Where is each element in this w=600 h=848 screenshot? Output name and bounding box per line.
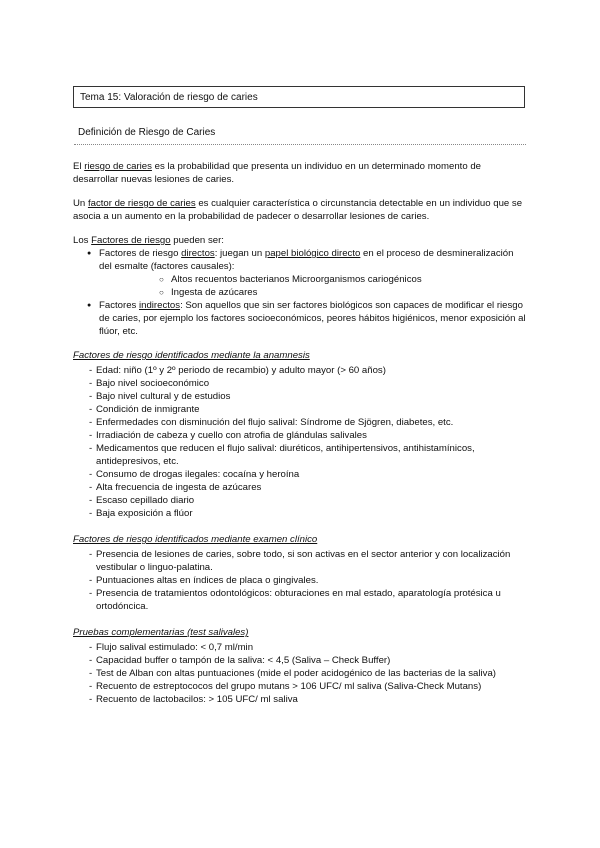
definition-paragraph — [73, 160, 528, 186]
term-directos: directos — [181, 248, 215, 259]
directos-sublist — [99, 273, 528, 299]
sub-list-item: ○ Altos recuentos bacterianos Microorganismos cariogénicos — [159, 273, 528, 286]
list-item: - Recuento de lactobacilos: > 105 UFC/ ml saliva — [73, 693, 528, 706]
spacer — [73, 338, 528, 349]
document-body — [73, 160, 528, 719]
anamnesis-heading: Factores de riesgo identificados mediante la anamnesis — [73, 350, 310, 361]
text-span: El — [73, 161, 85, 172]
text-span: es cualquier característica o circunstancia detectable en un individuo que se asocia a un aumento en la probabilidad de padecer o desarrollar lesiones de caries. — [73, 198, 523, 222]
topic-title: Tema 15: Valoración de riesgo de caries — [80, 91, 258, 103]
text-span: Factores — [99, 300, 139, 311]
factor-paragraph — [73, 197, 528, 223]
list-item: - Baja exposición a flúor — [73, 507, 528, 520]
list-item: - Presencia de tratamientos odontológicos: obturaciones en mal estado, aparatología protésica u ortodóncica. — [73, 587, 528, 613]
section-subtitle: Definición de Riesgo de Caries — [78, 127, 216, 138]
list-item: - Test de Alban con altas puntuaciones (mide el poder acidogénico de las bacterias de la saliva) — [73, 667, 528, 680]
list-item: - Alta frecuencia de ingesta de azúcares — [73, 481, 528, 494]
text-span: : Son aquellos que sin ser factores biológicos son capaces de modificar el riesgo de caries, por ejemplo los factores socioeconómicos, peores hábitos higiénicos, menor exposición al flúor, etc. — [99, 300, 526, 337]
dotted-divider — [74, 144, 526, 145]
pruebas-list — [73, 641, 528, 706]
text-span: : juegan un — [214, 248, 265, 259]
list-item: - Bajo nivel cultural y de estudios — [73, 390, 528, 403]
factores-list — [73, 247, 528, 338]
list-item: - Medicamentos que reducen el flujo salival: diuréticos, antihipertensivos, antihistamínicos, antidepresivos, etc. — [73, 442, 528, 468]
list-item: - Escaso cepillado diario — [73, 494, 528, 507]
list-item-directos — [73, 247, 528, 299]
list-item: - Edad: niño (1º y 2º periodo de recambio) y adulto mayor (> 60 años) — [73, 364, 528, 377]
examen-list — [73, 548, 528, 613]
text-span: pueden ser: — [170, 235, 224, 246]
text-span: Los — [73, 235, 92, 246]
term-factores-de-riesgo: Factores de riesgo — [91, 235, 171, 246]
list-item: - Irradiación de cabeza y cuello con atrofia de glándulas salivales — [73, 429, 528, 442]
list-item: - Condición de inmigrante — [73, 403, 528, 416]
list-item: - Puntuaciones altas en índices de placa o gingivales. — [73, 574, 528, 587]
sub-list-item: ○ Ingesta de azúcares — [159, 286, 528, 299]
term-factor-de-riesgo: factor de riesgo de caries — [87, 198, 196, 209]
list-item: - Recuento de estreptococos del grupo mutans > 106 UFC/ ml saliva (Saliva-Check Mutans) — [73, 680, 528, 693]
list-item: - Enfermedades con disminución del flujo salival: Síndrome de Sjögren, diabetes, etc. — [73, 416, 528, 429]
list-item: - Presencia de lesiones de caries, sobre todo, si son activas en el sector anterior y con localización vestibular o linguo-palatina. — [73, 548, 528, 574]
factores-lead — [73, 234, 528, 247]
list-item: - Flujo salival estimulado: < 0,7 ml/min — [73, 641, 528, 654]
topic-title-box — [73, 86, 525, 108]
text-span: es la probabilidad que presenta un individuo en un determinado momento de desarrollar nuevas lesiones de caries. — [73, 161, 482, 185]
list-item-indirectos — [73, 299, 528, 338]
text-span: Un — [73, 198, 88, 209]
list-item: - Consumo de drogas ilegales: cocaína y heroína — [73, 468, 528, 481]
examen-heading: Factores de riesgo identificados mediante examen clínico — [73, 534, 318, 545]
pruebas-heading: Pruebas complementarias (test salivales) — [73, 627, 249, 638]
term-papel-biologico: papel biológico directo — [264, 248, 361, 259]
anamnesis-list — [73, 364, 528, 520]
list-item: - Bajo nivel socioeconómico — [73, 377, 528, 390]
term-riesgo-de-caries: riesgo de caries — [84, 161, 152, 172]
list-item: - Capacidad buffer o tampón de la saliva: < 4,5 (Saliva – Check Buffer) — [73, 654, 528, 667]
text-span: Factores de riesgo — [99, 248, 182, 259]
text-span: en el proceso de desmineralización del esmalte (factores causales): — [99, 248, 514, 272]
term-indirectos: indirectos — [139, 300, 181, 311]
